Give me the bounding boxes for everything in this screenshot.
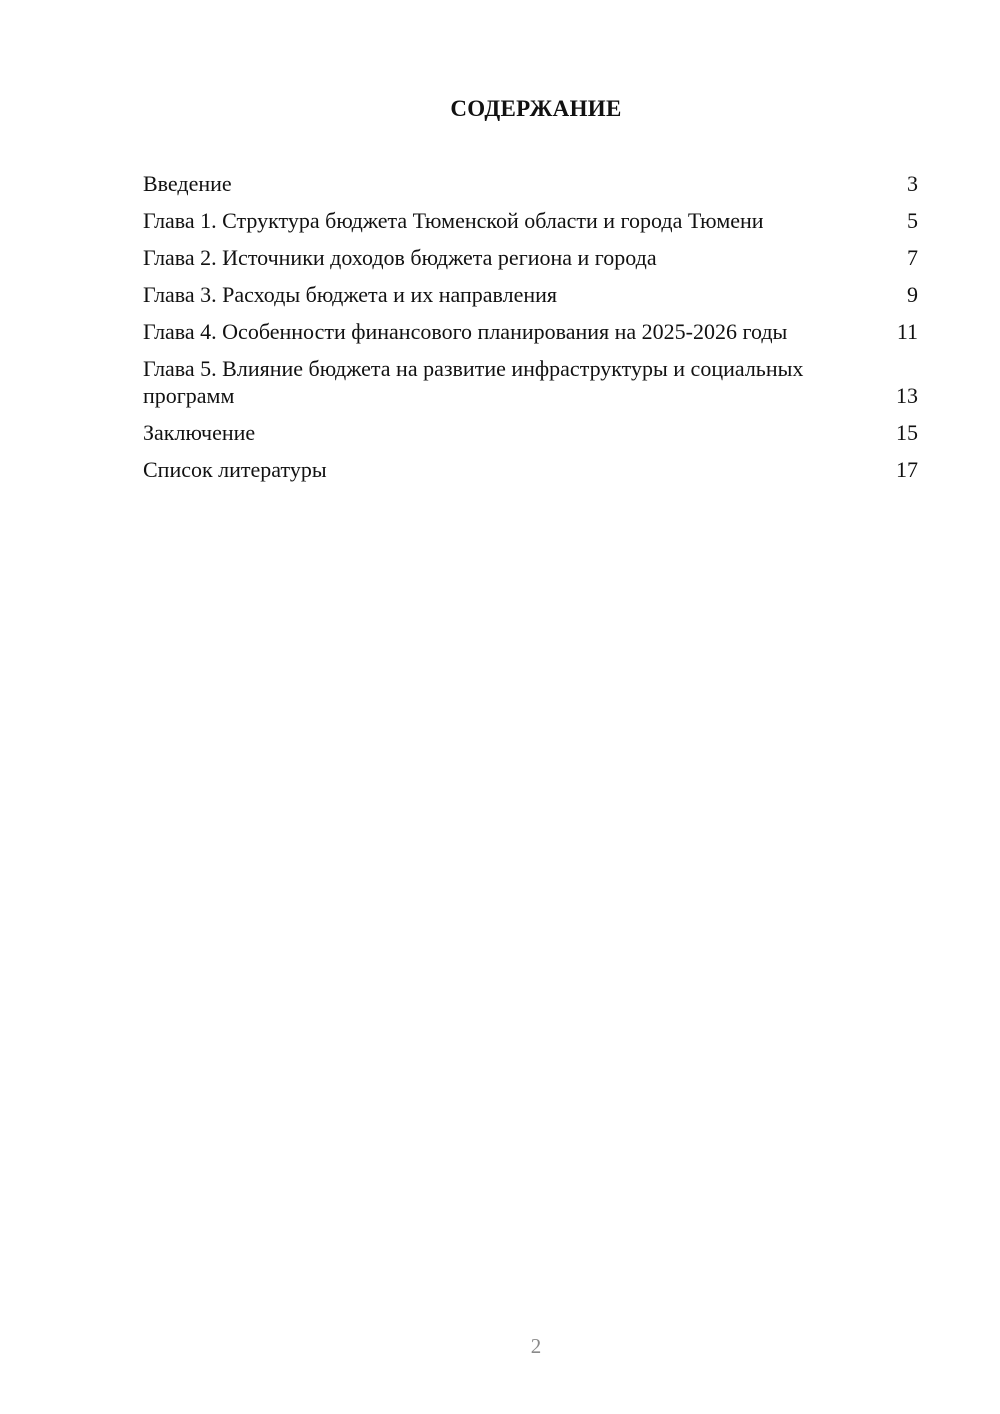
toc-entry-label: Заключение <box>143 420 256 445</box>
toc-entry-conclusion <box>143 419 918 446</box>
toc-entry-label: Глава 3. Расходы бюджета и их направления <box>143 282 558 307</box>
toc-entry-page: 5 <box>907 208 918 233</box>
toc-entry-chapter-3 <box>143 281 918 308</box>
toc-entry-references <box>143 456 918 483</box>
toc-entry-label: Глава 1. Структура бюджета Тюменской области и города Тюмени <box>143 208 764 233</box>
toc-entry-label: Введение <box>143 171 232 196</box>
toc-entry-label: Глава 4. Особенности финансового планирования на 2025-2026 годы <box>143 319 788 344</box>
page-title: СОДЕРЖАНИЕ <box>450 96 622 121</box>
toc-entry-label: Список литературы <box>143 457 327 482</box>
toc-entry-introduction <box>143 170 918 197</box>
page-number: 2 <box>530 1334 542 1358</box>
toc-entry-label: Глава 2. Источники доходов бюджета региона и города <box>143 245 657 270</box>
toc-entry-page: 3 <box>907 171 918 196</box>
toc-entry-page: 9 <box>907 282 918 307</box>
toc-entry-chapter-2 <box>143 244 918 271</box>
table-of-contents <box>143 170 918 493</box>
toc-entry-chapter-5 <box>143 355 918 409</box>
toc-entry-page: 7 <box>907 245 918 270</box>
toc-entry-chapter-1 <box>143 207 918 234</box>
toc-entry-chapter-4 <box>143 318 918 345</box>
toc-entry-page: 11 <box>896 319 918 344</box>
toc-entry-label: Глава 5. Влияние бюджета на развитие инфраструктуры и социальных программ <box>143 356 804 408</box>
toc-entry-page: 17 <box>896 457 918 482</box>
toc-entry-page: 15 <box>896 420 918 445</box>
toc-entry-page: 13 <box>896 383 918 408</box>
